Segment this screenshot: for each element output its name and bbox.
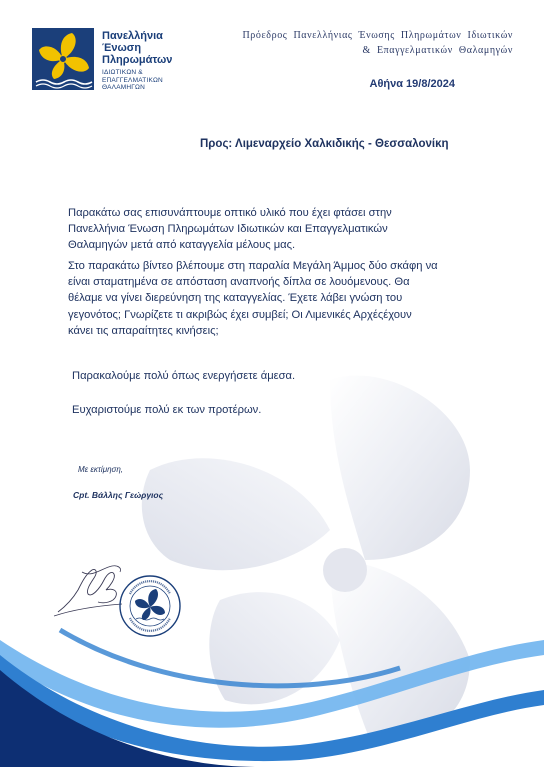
text-line: γεγονότος; Γνωρίζετε τι ακριβώς έχει συμβεί; Οι Λιμενικές Αρχέςέχουν bbox=[68, 308, 412, 321]
body-paragraph-2 bbox=[68, 258, 508, 339]
sender-line: Πρόεδρος Πανελλήνιας Ένωσης Πληρωμάτων Ιδιωτικών bbox=[242, 30, 513, 41]
logo-name bbox=[102, 30, 172, 66]
text-line: Παρακάτω σας επισυνάπτουμε οπτικό υλικό που έχει φτάσει στην bbox=[68, 207, 392, 219]
text-line: κάνει τις απαραίτητες κινήσεις; bbox=[68, 324, 219, 337]
letter-date: Αθήνα 19/8/2024 bbox=[369, 78, 455, 90]
sender-block bbox=[242, 28, 513, 58]
propeller-logo-icon bbox=[32, 28, 94, 90]
recipient-line: Προς: Λιμεναρχείο Χαλκιδικής - Θεσσαλονίκη bbox=[200, 138, 449, 150]
body-paragraph-1 bbox=[68, 205, 508, 254]
logo-name-line: Πανελλήνια bbox=[102, 30, 163, 42]
text-line: θέλαμε να γίνει διερεύνηση της καταγγελίας. Έχετε λάβει γνώση του bbox=[68, 292, 403, 305]
body-paragraph-4: Ευχαριστούμε πολύ εκ των προτέρων. bbox=[72, 404, 262, 416]
text-line: Στο παρακάτω βίντεο βλέπουμε στη παραλία Μεγάλη Άμμος δύο σκάφη να bbox=[68, 260, 438, 272]
union-stamp bbox=[118, 574, 182, 638]
logo-sub-line: ΘΑΛΑΜΗΓΩΝ bbox=[102, 84, 145, 91]
logo-sub-line: ΙΔΙΩΤΙΚΩΝ & bbox=[102, 69, 143, 76]
body-paragraph-3: Παρακαλούμε πολύ όπως ενεργήσετε άμεσα. bbox=[72, 370, 296, 382]
logo-sub-line: ΕΠΑΓΓΕΛΜΑΤΙΚΩΝ bbox=[102, 76, 163, 84]
logo-name-line: Πληρωμάτων bbox=[102, 54, 173, 66]
logo-subtitle bbox=[102, 69, 163, 92]
closing-phrase: Με εκτίμηση, bbox=[78, 465, 123, 474]
union-logo bbox=[32, 28, 182, 98]
sender-line: & Επαγγελματικών Θαλαμηγών bbox=[362, 45, 513, 56]
text-line: Πανελλήνια Ένωση Πληρωμάτων Ιδιωτικών και Επαγγελματικών bbox=[68, 223, 388, 236]
signer-name: Cpt. Βάλλης Γεώργιος bbox=[73, 490, 164, 500]
text-line: Θαλαμηγών μετά από καταγγελία μέλους μας. bbox=[68, 239, 296, 252]
logo-name-line: Ένωση bbox=[102, 42, 142, 54]
text-line: είναι σταματημένα σε απόσταση αναπνοής δίπλα σε λουόμενους. Θα bbox=[68, 276, 410, 289]
